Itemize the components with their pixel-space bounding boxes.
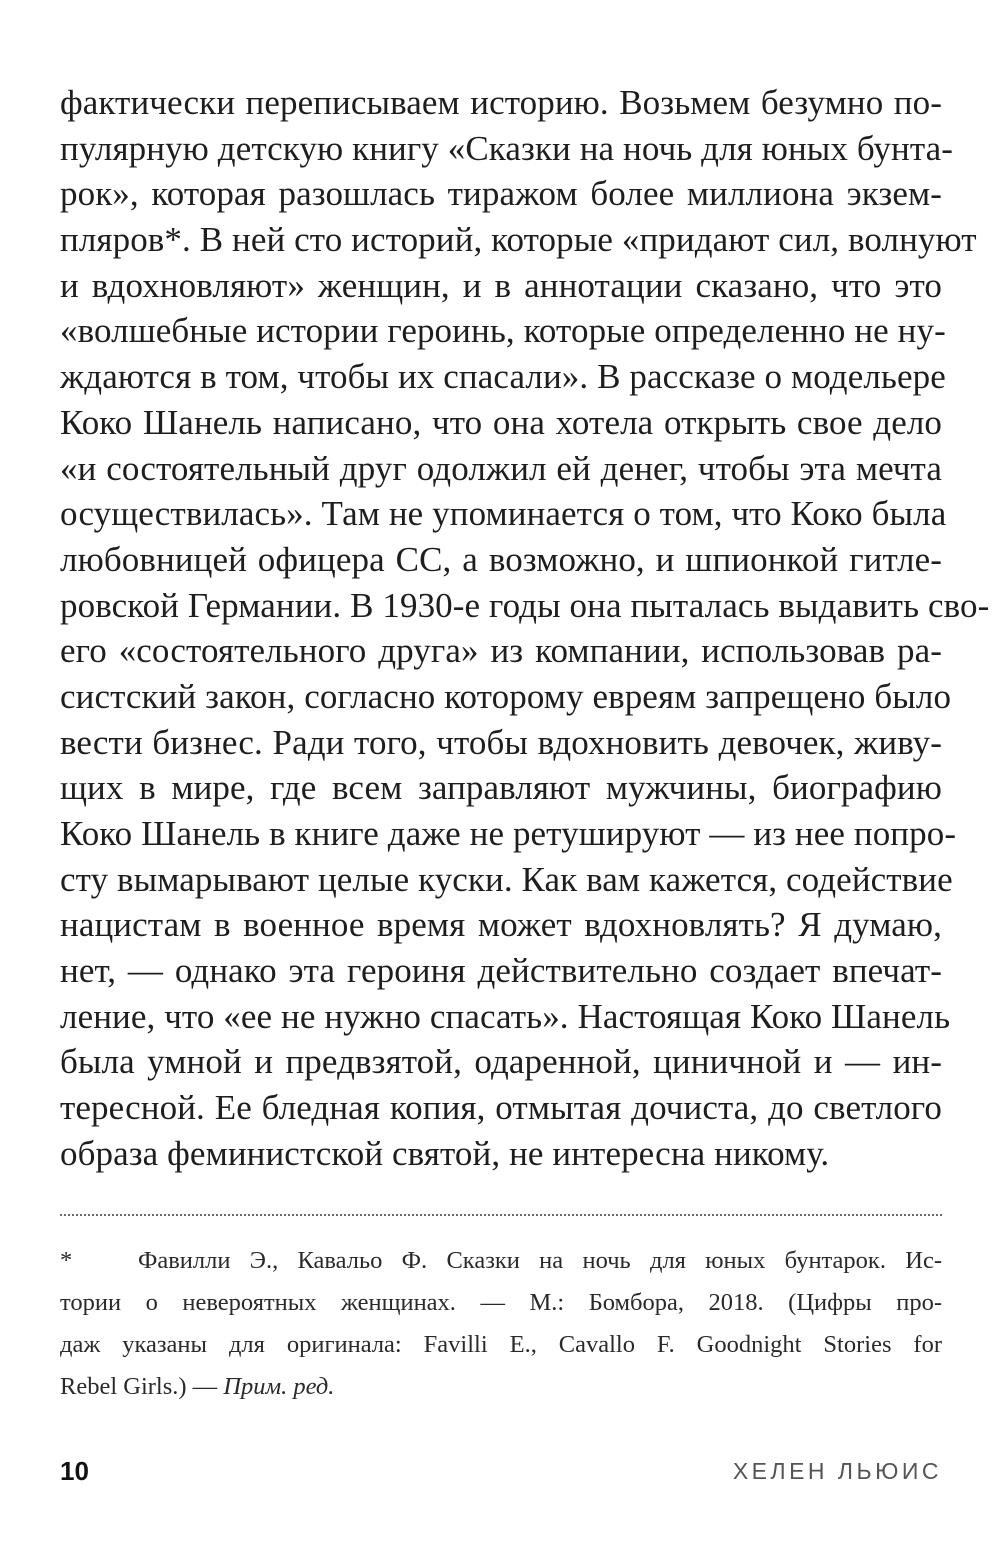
text-line: систский закон, согласно которому евреям запрещено было xyxy=(60,676,952,716)
text-line: была умной и предвзятой, одаренной, циничной и — ин- xyxy=(60,1042,942,1082)
footnote-line-text: Rebel Girls.) — xyxy=(60,1373,224,1400)
footnote-line: даж указаны для оригинала: Favilli E., Cavallo F. Goodnight Stories for xyxy=(60,1331,942,1358)
text-line: Коко Шанель в книге даже не ретушируют — из нее попро- xyxy=(60,814,957,853)
editor-note: Прим. ред. xyxy=(223,1373,335,1400)
text-line: «и состоятельный друг одолжил ей денег, чтобы эта мечта xyxy=(60,448,942,488)
text-line: осуществилась». Там не упоминается о том, что Коко была xyxy=(60,494,947,534)
text-line: пулярную детскую книгу «Сказки на ночь для юных бунта- xyxy=(60,128,954,168)
page-number: 10 xyxy=(60,1456,89,1486)
text-line: образа феминистской святой, не интересна никому. xyxy=(60,1133,830,1173)
text-line: пляров*. В ней сто историй, которые «придают сил, волнуют xyxy=(60,220,977,260)
footnote-marker: * xyxy=(60,1247,73,1274)
text-line: сту вымарывают целые куски. Как вам кажется, содействие xyxy=(60,859,953,899)
text-line: его «состоятельного друга» из компании, использовав ра- xyxy=(60,631,942,671)
footnote-line-text: Фавилли Э., Кавальо Ф. Сказки на ночь для юных бунтарок. Ис- xyxy=(138,1247,942,1274)
text-line: ление, что «ее не нужно спасать». Настоящая Коко Шанель xyxy=(60,996,951,1036)
footnote-line xyxy=(60,1240,942,1282)
footnote-line xyxy=(60,1366,942,1408)
running-head-author: ХЕЛЕН ЛЬЮИС xyxy=(732,1458,942,1484)
text-line: фактически переписываем историю. Возьмем безумно по- xyxy=(60,83,942,122)
text-line: Коко Шанель написано, что она хотела открыть свое дело xyxy=(60,402,942,442)
text-line: рок», которая разошлась тиражом более миллиона экзем- xyxy=(60,174,942,214)
text-line: ждаются в том, чтобы их спасали». В рассказе о модельере xyxy=(60,357,946,397)
text-line: «волшебные истории героинь, которые определенно не ну- xyxy=(60,311,946,351)
text-line: любовницей офицера СС, а возможно, и шпионкой гитле- xyxy=(60,539,942,579)
text-line: и вдохновляют» женщин, и в аннотации сказано, что это xyxy=(60,265,942,305)
footnote xyxy=(60,1240,942,1408)
text-line: вести бизнес. Ради того, чтобы вдохновить девочек, живу- xyxy=(60,722,942,762)
text-line: тересной. Ее бледная копия, отмытая дочиста, до светлого xyxy=(60,1088,942,1128)
text-line: ровской Германии. В 1930-е годы она пыталась выдавить сво- xyxy=(60,585,990,625)
body-text xyxy=(60,80,990,1177)
text-line: нет, — однако эта героиня действительно создает впечат- xyxy=(60,951,942,991)
footnote-line: тории о невероятных женщинах. — М.: Бомбора, 2018. (Цифры про- xyxy=(60,1289,942,1316)
footnote-divider xyxy=(60,1214,942,1216)
text-line: нацистам в военное время может вдохновлять? Я думаю, xyxy=(60,905,942,945)
text-line: щих в мире, где всем заправляют мужчины, биографию xyxy=(60,768,942,808)
